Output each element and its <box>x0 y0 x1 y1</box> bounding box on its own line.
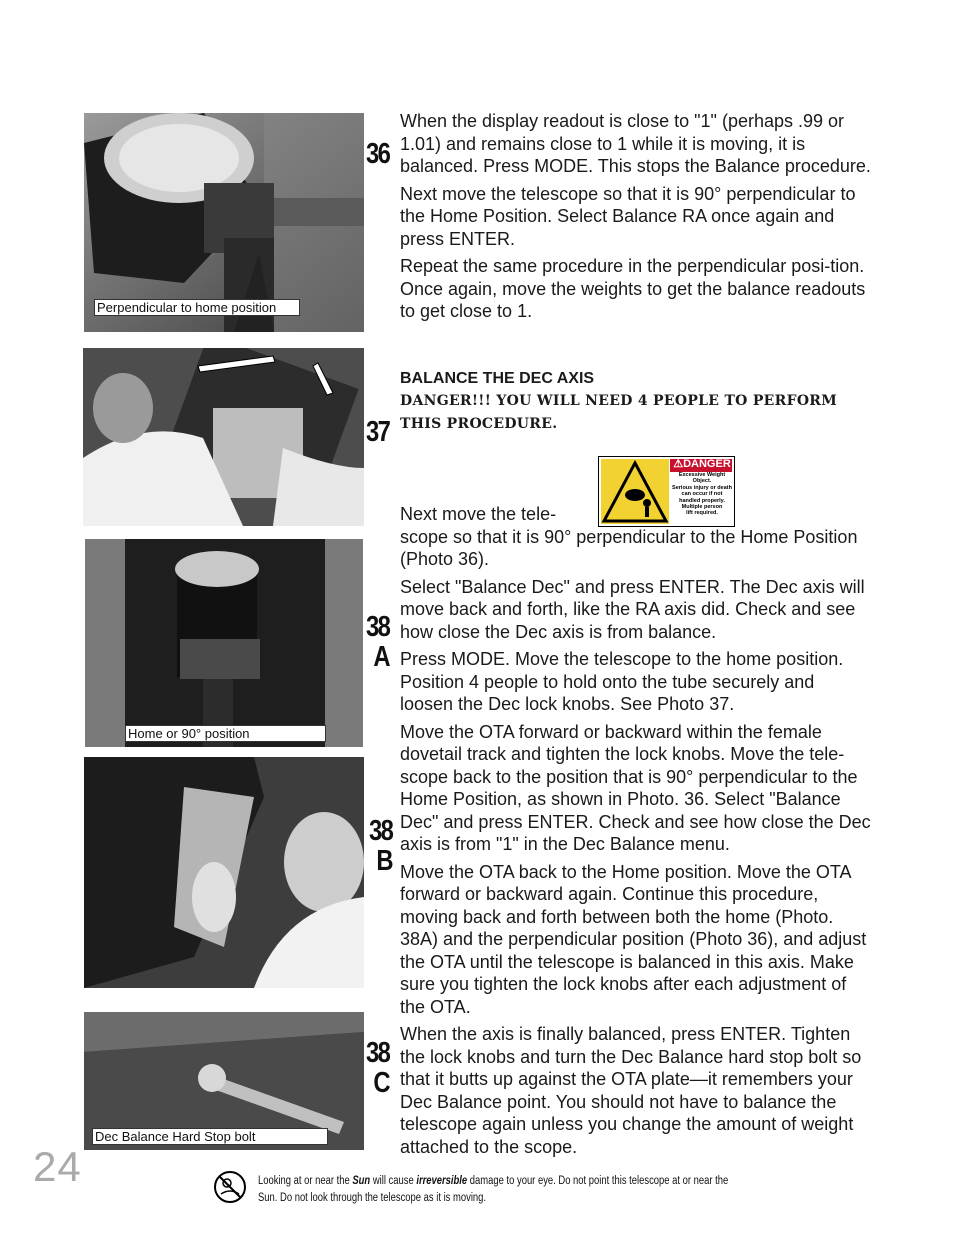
photo-36 <box>84 113 364 332</box>
danger-warning: DANGER!!! YOU WILL NEED 4 PEOPLE TO PERFORM THIS PROCEDURE. <box>400 393 838 432</box>
photo-caption: Home or 90° position <box>125 725 326 742</box>
photo-38b <box>84 757 364 988</box>
footer-line-1 <box>258 1173 816 1190</box>
sun-warning-footer <box>258 1173 816 1207</box>
paragraph: Next move the telescope so that it is 90° perpendicular to the Home Position. Select Balance RA once again and press ENTER. <box>400 183 856 249</box>
footer-text: damage to your eye. Do not point this telescope at or near the <box>467 1175 729 1187</box>
photo-letter: C <box>373 1067 389 1099</box>
danger-label-line: Object. <box>692 478 712 485</box>
paragraph: Move the OTA forward or backward within the female dovetail track and tighten the lock knobs. Move the tele-scope back to the position that is 90° perpendicular to the Home Position, as shown in Photo. 36. Select "Balance Dec" and press ENTER. Check and see how close the Dec axis is from "1" in the Dec Balance menu. <box>400 721 871 854</box>
photo-38c <box>84 1012 364 1150</box>
paragraph: Press MODE. Move the telescope to the home position. Position 4 people to hold onto the tube securely and loosen the Dec lock knobs. See Photo 37. <box>400 649 844 714</box>
danger-label-line: Multiple person <box>681 504 723 511</box>
footer-text: Looking at or near the <box>258 1175 353 1187</box>
photo-number-37: 37 <box>366 416 390 448</box>
footer-text: will cause <box>370 1175 417 1187</box>
photo-number-38c <box>366 1038 389 1098</box>
photo-number-38a <box>366 612 389 672</box>
photo-letter: A <box>373 641 389 673</box>
paragraph: When the display readout is close to "1" (perhaps .99 or 1.01) and remains close to 1 while it is moving, it is balanced. Press MODE. This stops the Balance procedure. <box>400 111 871 176</box>
footer-line-2: Sun. Do not look through the telescope as it is moving. <box>258 1192 487 1204</box>
photo-number: 38 <box>366 1037 390 1069</box>
photo-number-38b <box>369 816 392 876</box>
danger-label-title: ⚠DANGER <box>673 458 731 470</box>
footer-emphasis: irreversible <box>416 1175 468 1187</box>
photo-number: 38 <box>366 611 390 643</box>
danger-label-line: Serious injury or death <box>672 484 732 491</box>
page-number: 24 <box>33 1143 82 1190</box>
photo-letter: B <box>376 845 392 877</box>
photo-38a <box>85 539 363 747</box>
section-heading: BALANCE THE DEC AXIS <box>400 370 595 387</box>
instructions-block-2 <box>400 503 872 1158</box>
telescope-home-position-image <box>85 539 363 747</box>
danger-label-line: can occur if not <box>681 491 723 498</box>
footer-emphasis: Sun <box>352 1175 371 1187</box>
photo-caption: Perpendicular to home position <box>94 299 300 316</box>
paragraph: scope so that it is 90° perpendicular to the Home Position (Photo 36). <box>400 526 858 569</box>
paragraph: Move the OTA back to the Home position. Move the OTA forward or backward again. Continue this procedure, moving back and forth between both the home (Photo. 38A) and the perpendicular position (Photo 36), and adjust the OTA until the telescope is balanced in this axis. Make sure you tighten the lock knobs after each adjustment of the OTA. <box>400 861 867 1017</box>
paragraph: When the axis is finally balanced, press ENTER. Tighten the lock knobs and turn the Dec Balance hard stop bolt so that it butts up against the OTA plate—it remembers your Dec Balance point. You should not have to balance the telescope again unless you change the amount of weight attached to the scope. <box>400 1024 862 1157</box>
adjusting-ota-image <box>84 757 364 988</box>
paragraph: Repeat the same procedure in the perpendicular posi-tion. Once again, move the weights to get the balance readouts to get close to 1. <box>400 256 866 321</box>
photo-number-36: 36 <box>366 138 390 170</box>
photo-number: 38 <box>369 815 393 847</box>
paragraph: Select "Balance Dec" and press ENTER. The Dec axis will move back and forth, like the RA axis did. Check and see how close the Dec axis is from balance. <box>400 576 865 642</box>
photo-caption: Dec Balance Hard Stop bolt <box>92 1128 328 1145</box>
instructions-block-1 <box>400 110 872 323</box>
photo-37 <box>83 348 364 526</box>
danger-label-line: lift required. <box>686 510 718 517</box>
people-holding-tube-image <box>83 348 364 526</box>
no-sun-viewing-icon <box>213 1170 247 1204</box>
danger-label-line: Excessive Weight <box>678 472 726 478</box>
paragraph: Next move the tele- <box>400 504 557 524</box>
dec-axis-heading-block <box>400 368 872 435</box>
danger-label-line: handled properly. <box>679 497 725 504</box>
